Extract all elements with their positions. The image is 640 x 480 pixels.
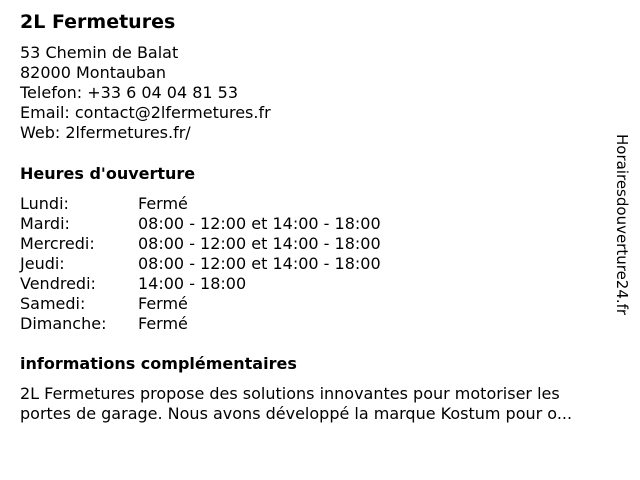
email-line: Email: contact@2lfermetures.fr [20, 103, 271, 122]
day-hours: 08:00 - 12:00 et 14:00 - 18:00 [138, 234, 381, 253]
opening-hours-heading: Heures d'ouverture [20, 164, 196, 183]
business-description [20, 384, 620, 424]
description-line: portes de garage. Nous avons développé la marque Kostum pour o... [20, 404, 573, 423]
day-hours: 08:00 - 12:00 et 14:00 - 18:00 [138, 214, 381, 233]
contact-block [20, 43, 271, 143]
day-label: Mercredi: [20, 234, 95, 253]
website-line: Web: 2lfermetures.fr/ [20, 123, 191, 142]
day-hours: Fermé [138, 294, 188, 313]
day-hours: Fermé [138, 314, 188, 333]
address-city: 82000 Montauban [20, 63, 167, 82]
day-label: Samedi: [20, 294, 86, 313]
day-label: Vendredi: [20, 274, 96, 293]
day-label: Mardi: [20, 214, 70, 233]
site-watermark: Horairesdouverture24.fr [613, 134, 631, 316]
day-hours: 14:00 - 18:00 [138, 274, 247, 293]
day-label: Lundi: [20, 194, 69, 213]
description-line: 2L Fermetures propose des solutions innovantes pour motoriser les [20, 384, 560, 403]
phone-line: Telefon: +33 6 04 04 81 53 [20, 83, 239, 102]
address-street: 53 Chemin de Balat [20, 43, 179, 62]
additional-info-heading: informations complémentaires [20, 354, 297, 373]
day-hours: 08:00 - 12:00 et 14:00 - 18:00 [138, 254, 381, 273]
business-name: 2L Fermetures [20, 11, 176, 33]
day-hours: Fermé [138, 194, 188, 213]
day-label: Jeudi: [20, 254, 65, 273]
day-label: Dimanche: [20, 314, 107, 333]
